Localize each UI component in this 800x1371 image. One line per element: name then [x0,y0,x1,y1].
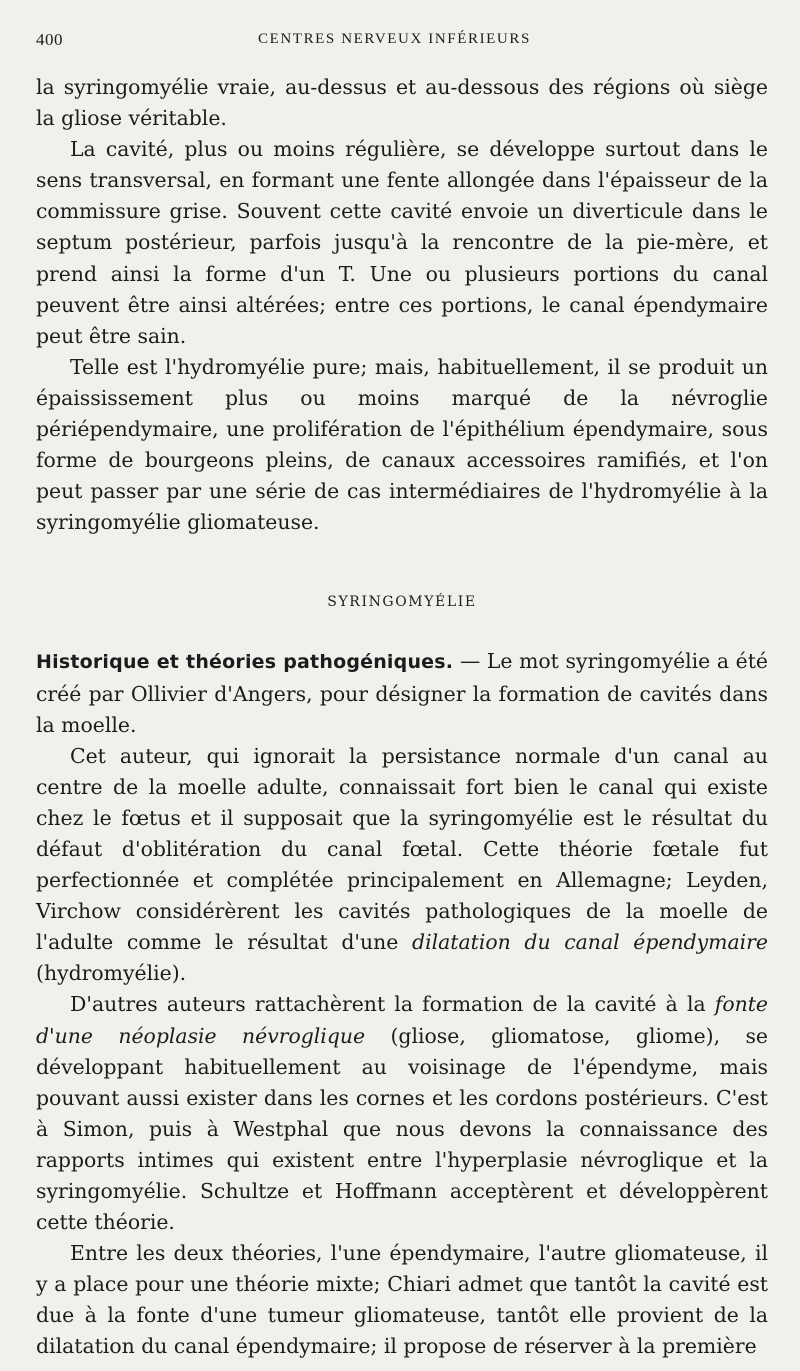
page-number: 400 [36,30,63,49]
italic-text: fonte d'une néoplasie névroglique [36,992,768,1048]
paragraph: La cavité, plus ou moins régulière, se développe surtout dans le sens transversal, en formant une fente allongée dans l'épaisseur de la commissure grise. Souvent cette cavité envoie un diverticule dans le septum postérieur, parfois jusqu'à la rencontre de la pie-mère, et prend ainsi la forme d'un T. Une ou plusieurs portions du canal peuvent être ainsi altérées; entre ces portions, le canal épendymaire peut être sain. [36,137,768,348]
paragraph [36,989,768,1238]
italic-text: dilatation du canal épendymaire [412,930,768,955]
paragraph-text: — Le mot syringomyélie a été créé par Ollivier d'Angers, pour désigner la formation de cavités dans la moelle. [36,649,768,737]
paragraph-text: (gliose, gliomatose, gliome), se développant habituellement au voisinage de l'épendyme, mais pouvant aussi exister dans les cornes et les cordons postérieurs. C'est à Simon, puis à Westphal que nous devons la connaissance des rapports intimes qui existent entre l'hyperplasie névroglique et la syringomyélie. Schultze et Hoffmann acceptèrent et développèrent cette théorie. [36,1023,769,1235]
section-heading: SYRINGOMYÉLIE [327,594,477,611]
page-header [36,30,766,56]
paragraph: Entre les deux théories, l'une épendymaire, l'autre gliomateuse, il y a place pour une théorie mixte; Chiari admet que tantôt la cavité est due à la fonte d'une tumeur gliomateuse, tantôt elle provient de la dilatation du canal épendymaire; il propose de réserver à la première [36,1241,768,1359]
paragraph-text: Cet auteur, qui ignorait la persistance normale d'un canal au centre de la moelle adulte, connaissait fort bien le canal qui existe chez le fœtus et il supposait que la syringomyélie est le résultat du défaut d'oblitération du canal fœtal. Cette théorie fœtale fut perfectionnée et complétée principalement en Allemagne; Leyden, Virchow considérèrent les cavités pathologiques de la moelle de l'adulte comme le résultat d'une [36,743,768,955]
paragraph: la syringomyélie vraie, au-dessus et au-dessous des régions où siège la gliose véritable. [36,75,768,131]
running-head: CENTRES NERVEUX INFÉRIEURS [258,31,531,47]
paragraph [36,646,768,740]
subsection-title: Historique et théories pathogéniques. [36,651,454,674]
paragraph-text: (hydromyélie). [36,961,187,986]
paragraph: Telle est l'hydromyélie pure; mais, habituellement, il se produit un épaississement plus ou moins marqué de la névroglie périépendymaire, une prolifération de l'épithélium épendymaire, sous forme de bourgeons pleins, de canaux accessoires ramifiés, et l'on peut passer par une série de cas intermédiaires de l'hydromyélie à la syringomyélie gliomateuse. [36,354,768,535]
text-block [36,72,768,1363]
paragraph [36,741,768,990]
paragraph-text: D'autres auteurs rattachèrent la formation de la cavité à la [70,992,715,1017]
